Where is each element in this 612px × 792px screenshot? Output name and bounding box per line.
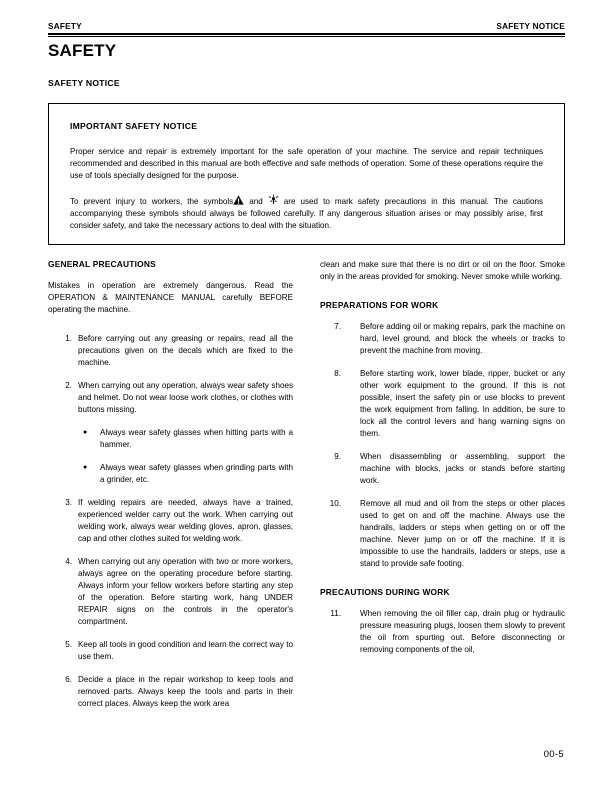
notice-paragraph-2-part1: To prevent injury to workers, the symbols <box>70 197 234 207</box>
list-item <box>320 368 565 440</box>
bullet-list <box>48 427 293 486</box>
precautions-during-work-heading: PRECAUTIONS DURING WORK <box>320 587 450 597</box>
general-precautions-heading: GENERAL PRECAUTIONS <box>48 259 156 269</box>
list-item-text: Remove all mud and oil from the steps or other places used to get on and off the machine. Always use the handrails, ladders or steps when getting on or off the machine. Never jump on or off the machine. If it is impossible to use the handrails, ladders or steps, use a stand to provide safe footing. <box>360 499 565 568</box>
header-right-text: SAFETY NOTICE <box>496 22 565 31</box>
bullet-dot-icon: ● <box>83 429 88 436</box>
list-item-number: 7. <box>334 322 341 331</box>
list-item <box>320 321 565 357</box>
list-item <box>48 556 293 628</box>
list-item <box>48 462 293 486</box>
notice-paragraph-1: Proper service and repair is extremely important for the safe operation of your machine. The service and repair techniques recommended and described in this manual are both effective and safe methods of operation. Some of these operations require the use of tools specially designed for the purpose. <box>70 147 543 181</box>
list-item-text: Before carrying out any greasing or repairs, read all the precautions given on the decals which are fixed to the machine. <box>78 334 293 367</box>
list-item-number: 9. <box>334 452 341 461</box>
general-precautions-intro: Mistakes in operation are extremely dangerous. Read the OPERATION & MAINTENANCE MANUAL carefully BEFORE operating the machine. <box>48 281 293 314</box>
list-item-text: Decide a place in the repair workshop to keep tools and removed parts. Always keep the tools and parts in their correct places. Always keep the work area <box>78 675 293 708</box>
list-item-text: When carrying out any operation with two or more workers, always agree on the operating procedure before starting. Always inform your fellow workers before starting any step of the operation. Before starting work, hang UNDER REPAIR signs on the controls in the operator's compartment. <box>78 557 293 626</box>
right-column <box>320 259 565 667</box>
running-header <box>48 22 565 31</box>
list-item <box>48 639 293 663</box>
list-item <box>320 451 565 487</box>
notice-paragraph-2-and: and <box>249 197 263 207</box>
important-safety-notice-box <box>48 103 565 245</box>
list-item-text: Before starting work, lower blade, ripper, bucket or any other work equipment to the ground. If this is not possible, insert the safety pin or use blocks to prevent the work equipment from falling. In addition, be sure to lock all the control levers and hang warning signs on them. <box>360 369 565 438</box>
list-item-text: Always wear safety glasses when grinding parts with a grinder, etc. <box>100 463 293 484</box>
list-item <box>48 497 293 545</box>
list-item-text: Always wear safety glasses when hitting parts with a hammer. <box>100 428 293 449</box>
list-item-text: When carrying out any operation, always wear safety shoes and helmet. Do not wear loose work clothes, or clothes with buttons missing. <box>78 381 293 414</box>
list-item <box>48 380 293 416</box>
list-item <box>320 498 565 570</box>
header-rule-divider <box>48 33 565 37</box>
left-column <box>48 259 293 721</box>
list-item-number: 6. <box>65 675 72 684</box>
list-item-number: 1. <box>65 334 72 343</box>
list-item-number: 3. <box>65 498 72 507</box>
list-item-text: Before adding oil or making repairs, park the machine on hard, level ground, and block the wheels or tracks to prevent the machine from moving. <box>360 322 565 355</box>
bullet-dot-icon: ● <box>83 464 88 471</box>
list-item-text: If welding repairs are needed, always have a trained, experienced welder carry out the work. When carrying out welding work, always wear welding gloves, apron, glasses, cap and other clothes suited for welding work. <box>78 498 293 543</box>
notice-heading: IMPORTANT SAFETY NOTICE <box>70 121 198 131</box>
list-item <box>320 608 565 656</box>
list-item-number: 4. <box>65 557 72 566</box>
list-item-number: 11. <box>330 609 341 618</box>
list-item-text: When disassembling or assembling, support the machine with blocks, jacks or stands before starting work. <box>360 452 565 485</box>
list-item-number: 2. <box>65 381 72 390</box>
notice-paragraph-2 <box>70 194 543 232</box>
list-item-text: When removing the oil filler cap, drain plug or hydraulic pressure measuring plugs, loosen them slowly to prevent the oil from spurting out. Before disconnecting or removing components of the oil, <box>360 609 565 654</box>
notice-paragraph-2-part2: are used to mark safety precautions in this manual. The cautions accompanying these symbols should always be followed carefully. If any dangerous situation arises or may possibly arise, first consider safety, and take the necessary actions to deal with the situation. <box>70 197 543 231</box>
list-item <box>48 674 293 710</box>
list-item-number: 10. <box>329 499 341 508</box>
safety-starburst-symbol <box>268 194 279 204</box>
list-item <box>48 333 293 369</box>
page-title: SAFETY <box>48 41 117 60</box>
header-left-text: SAFETY <box>48 22 82 31</box>
list-item-number: 8. <box>334 369 341 378</box>
list-item-text: Keep all tools in good condition and learn the correct way to use them. <box>78 640 293 661</box>
warning-triangle-symbol <box>233 195 244 205</box>
preparations-for-work-heading: PREPARATIONS FOR WORK <box>320 300 439 310</box>
page-number: 00-5 <box>543 749 564 760</box>
continuation-paragraph: clean and make sure that there is no dirt or oil on the floor. Smoke only in the areas provided for smoking. Never smoke while working. <box>320 260 565 281</box>
list-item-number: 5. <box>65 640 72 649</box>
list-item <box>48 427 293 451</box>
section-title: SAFETY NOTICE <box>48 78 120 88</box>
